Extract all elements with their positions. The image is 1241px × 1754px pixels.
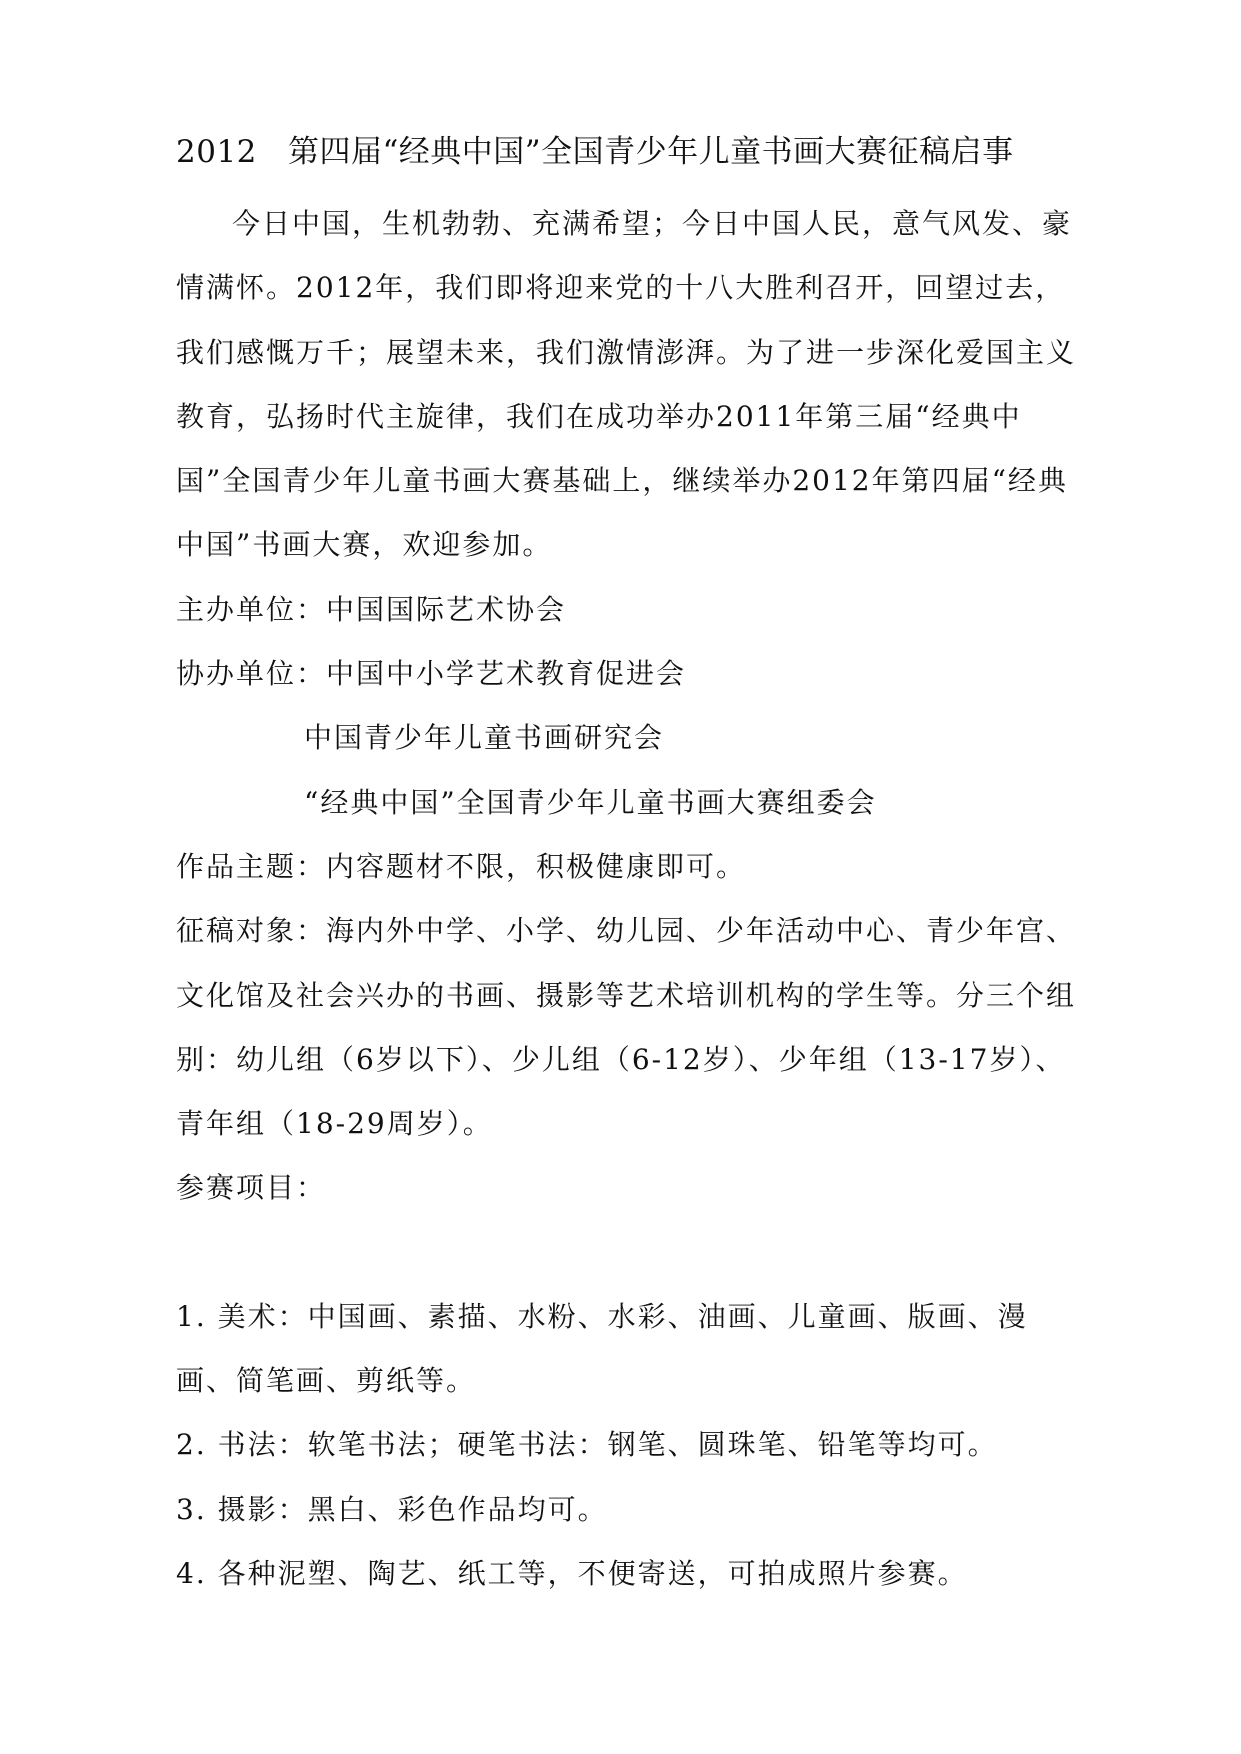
document-title: 2012 第四届“经典中国”全国青少年儿童书画大赛征稿启事	[176, 134, 1014, 170]
category-item-calligraphy: 2. 书法：软笔书法；硬笔书法：钢笔、圆珠笔、铅笔等均可。	[176, 1428, 998, 1462]
participants-paragraph: 征稿对象：海内外中学、小学、幼儿园、少年活动中心、青少年宫、文化馆及社会兴办的书画、摄影等艺术培训机构的学生等。分三个组别：幼儿组（6岁以下）、少儿组（6-12岁）、少年组（13-17岁）、青年组（18-29周岁）。	[176, 914, 1077, 1141]
category-item-photography: 3. 摄影：黑白、彩色作品均可。	[176, 1492, 608, 1526]
co-organizer-line-3: “经典中国”全国青少年儿童书画大赛组委会	[304, 785, 877, 819]
document-body	[176, 192, 1086, 1606]
blank-line	[176, 1221, 1086, 1285]
theme-line: 作品主题：内容题材不限，积极健康即可。	[176, 849, 747, 883]
intro-paragraph: 今日中国，生机勃勃、充满希望；今日中国人民，意气风发、豪情满怀。2012年，我们即将迎来党的十八大胜利召开，回望过去，我们感慨万千；展望未来，我们激情澎湃。为了进一步深化爱国主义教育，弘扬时代主旋律，我们在成功举办2011年第三届“经典中国”全国青少年儿童书画大赛基础上，继续举办2012年第四届“经典中国”书画大赛，欢迎参加。	[176, 207, 1077, 562]
category-item-crafts: 4. 各种泥塑、陶艺、纸工等，不便寄送，可拍成照片参赛。	[176, 1556, 968, 1590]
category-item-art: 1. 美术：中国画、素描、水粉、水彩、油画、儿童画、版画、漫画、简笔画、剪纸等。	[176, 1299, 1028, 1398]
organizer-line: 主办单位：中国国际艺术协会	[176, 592, 567, 626]
co-organizer-line-1: 协办单位：中国中小学艺术教育促进会	[176, 657, 687, 691]
categories-heading: 参赛项目：	[176, 1171, 327, 1205]
co-organizer-line-2: 中国青少年儿童书画研究会	[304, 721, 665, 755]
